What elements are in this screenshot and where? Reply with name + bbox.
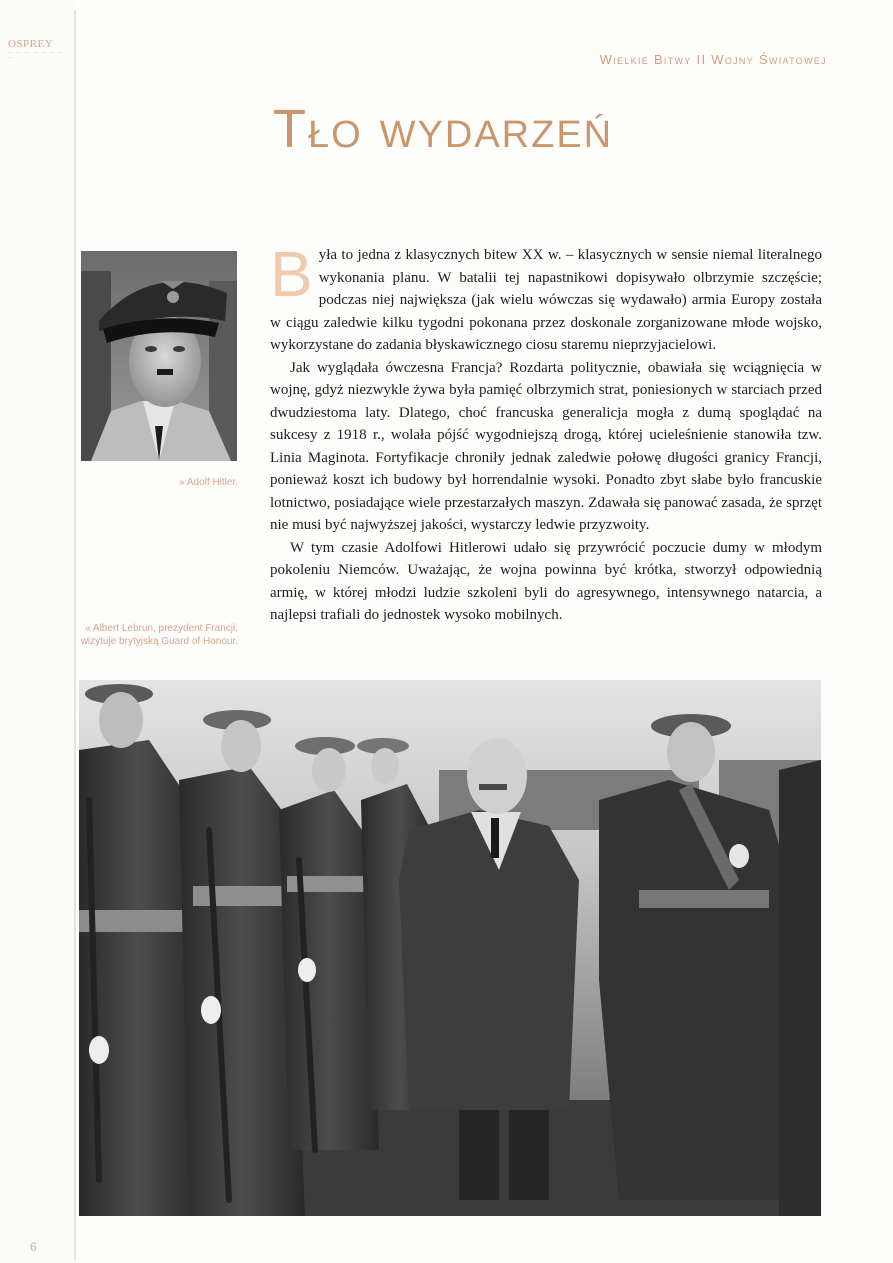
- hitler-photo-caption: » Adolf Hitler.: [179, 477, 238, 488]
- paragraph-1: [270, 238, 822, 357]
- page-margin: [0, 0, 76, 1263]
- guard-of-honour-photo: [79, 680, 821, 1216]
- running-head: Wielkie Bitwy II Wojny Światowej: [599, 52, 827, 67]
- paragraph-1-text: yła to jedna z klasycznych bitew XX w. – klasycznych w sensie niemal literalnego wykonania planu. W batalii tej napastnikowi dopisywało olbrzymie szczęście; podczas niej największa (jak wielu wówczas się wydawało) armia Europy została w ciągu zaledwie kilku tygodni pokonana przez doskonale zorganizowane młode wojsko, wykorzystane do zadania błyskawicznego ciosu staremu nieprzyjacielowi.: [270, 247, 822, 353]
- hitler-portrait-photo: [81, 251, 237, 461]
- paragraph-2: Jak wyglądała ówczesna Francja? Rozdarta politycznie, obawiała się wciągnięcia w wojnę, gdyż niezwykle żywa była pamięć olbrzymich strat, poniesionych w starciach przed dwudziestoma laty. Dlatego, choć francuska generalicja mogła z dumą spoglądać na sukcesy z 1918 r., wolała pójść wygodniejszą drogą, której ucieleśnienie stanowiła tzw. Linia Maginota. Fortyfikacje chroniły jednak zaledwie połowę długości granicy Francji, ponieważ koszt ich budowy był horrendalnie wysoki. Ponadto zbyt słabe było francuskie lotnictwo, posiadające wiele przestarzałych maszyn. Zdawała się panować zasada, że sprzęt nie musi być najwyższej jakości, wystarczy ledwie przyzwoity.: [270, 359, 822, 533]
- paragraph-3: W tym czasie Adolfowi Hitlerowi udało się przywrócić poczucie dumy w młodym pokoleniu Niemców. Uważając, że wojna powinna być krótka, stworzył odpowiednią armię, w której młodzi ludzie szkoleni byli do agresywnego, intensywnego natarcia, a najlepsi trafiali do jednostek wysoko mobilnych.: [270, 539, 822, 623]
- drop-cap: B: [270, 238, 313, 310]
- article-body: [270, 238, 822, 627]
- gutter-line: [74, 10, 76, 1260]
- lebrun-photo-caption: « Albert Lebrun, prezydent Francji, wizytuje brytyjską Guard of Honour.: [80, 623, 238, 647]
- photo-illustration: [79, 680, 821, 1216]
- publisher-logo-rule: — — — — — — — —: [8, 51, 64, 61]
- page-number: 6: [30, 1240, 37, 1254]
- page-title: Tło wydarzeń: [273, 99, 614, 159]
- portrait-illustration: [81, 251, 237, 461]
- publisher-logo: [8, 38, 68, 61]
- publisher-logo-text: OSPREY: [8, 38, 54, 50]
